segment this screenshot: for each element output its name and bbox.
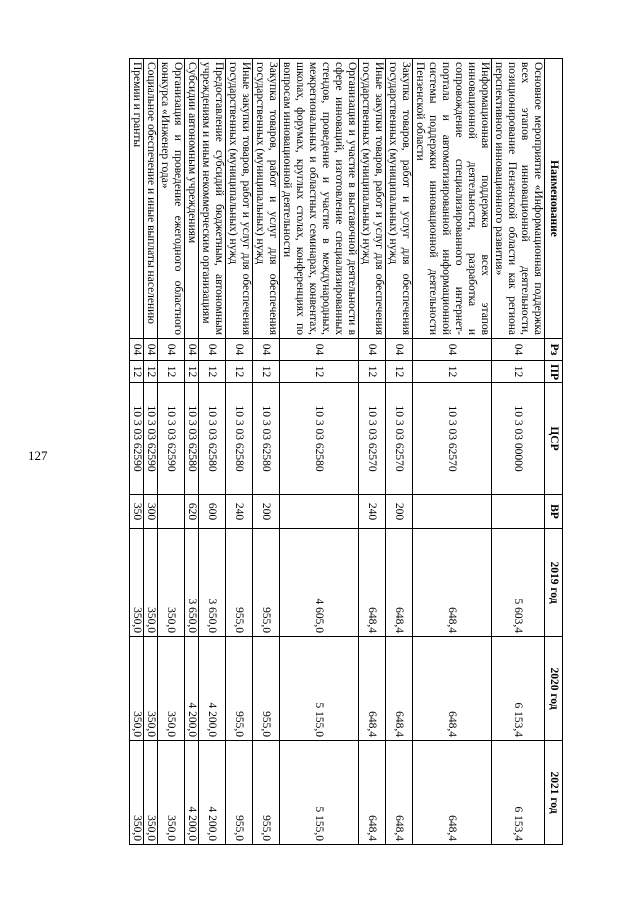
table-row <box>130 59 144 845</box>
cell-2019: 350,0 <box>158 529 185 637</box>
table-row <box>492 59 545 845</box>
cell-vr <box>158 495 185 529</box>
table-wrapper <box>94 58 563 844</box>
table-row <box>199 59 226 845</box>
cell-2021: 955,0 <box>226 741 253 845</box>
cell-pr: 12 <box>144 361 158 383</box>
cell-rz: 04 <box>280 339 359 361</box>
cell-name: Иные закупки товаров, работ и услуг для обеспечения государственных (муниципальных) нужд <box>226 59 253 339</box>
header-pr: ПР <box>545 361 563 383</box>
cell-2019: 3 650,0 <box>185 529 199 637</box>
cell-csr: 10 3 03 62580 <box>253 383 280 495</box>
table-row <box>144 59 158 845</box>
cell-pr: 12 <box>199 361 226 383</box>
cell-2019: 648,4 <box>413 529 492 637</box>
cell-rz: 04 <box>359 339 386 361</box>
cell-2020: 6 153,4 <box>492 637 545 741</box>
cell-name: Социальное обеспечение и иные выплаты населению <box>144 59 158 339</box>
cell-2019: 955,0 <box>226 529 253 637</box>
cell-name: Основное мероприятие «Информационная поддержка всех этапов инновационной деятельности, позиционирование Пензенской области как региона перспективного инновационного развития» <box>492 59 545 339</box>
cell-csr: 10 3 03 62580 <box>226 383 253 495</box>
table-row <box>386 59 413 845</box>
cell-name: Иные закупки товаров, работ и услуг для обеспечения государственных (муниципальных) нужд <box>359 59 386 339</box>
header-2019: 2019 год <box>545 529 563 637</box>
cell-2021: 6 153,4 <box>492 741 545 845</box>
cell-2021: 648,4 <box>386 741 413 845</box>
cell-csr: 10 3 03 62580 <box>280 383 359 495</box>
table-row <box>158 59 185 845</box>
cell-2021: 4 200,0 <box>199 741 226 845</box>
cell-name: Организация и проведение ежегодного областного конкурса «Инженер года» <box>158 59 185 339</box>
cell-2019: 648,4 <box>386 529 413 637</box>
cell-name: Субсидии автономным учреждениям <box>185 59 199 339</box>
cell-rz: 04 <box>226 339 253 361</box>
cell-vr: 240 <box>359 495 386 529</box>
cell-pr: 12 <box>253 361 280 383</box>
cell-name: Закупка товаров, работ и услуг для обеспечения государственных (муниципальных) нужд <box>386 59 413 339</box>
cell-csr: 10 3 03 62580 <box>199 383 226 495</box>
cell-2019: 648,4 <box>359 529 386 637</box>
page-number: 127 <box>28 448 48 463</box>
cell-vr: 620 <box>185 495 199 529</box>
cell-vr: 350 <box>130 495 144 529</box>
table-row <box>185 59 199 845</box>
cell-csr: 10 3 03 62580 <box>185 383 199 495</box>
cell-vr: 200 <box>386 495 413 529</box>
cell-2021: 350,0 <box>130 741 144 845</box>
cell-2020: 955,0 <box>253 637 280 741</box>
cell-2021: 350,0 <box>158 741 185 845</box>
table-row <box>280 59 359 845</box>
table-header-row <box>545 59 563 845</box>
cell-rz: 04 <box>158 339 185 361</box>
cell-csr: 10 3 03 62570 <box>359 383 386 495</box>
cell-2021: 648,4 <box>359 741 386 845</box>
cell-rz: 04 <box>144 339 158 361</box>
cell-2021: 4 200,0 <box>185 741 199 845</box>
cell-csr: 10 3 03 00000 <box>492 383 545 495</box>
cell-pr: 12 <box>130 361 144 383</box>
cell-2021: 955,0 <box>253 741 280 845</box>
cell-name: Премии и гранты <box>130 59 144 339</box>
cell-pr: 12 <box>386 361 413 383</box>
cell-name: Информационная поддержка всех этапов инновационной деятельности, разработка и сопровождение специализированного интернет-портала и автоматизированной информационной системы поддержки инновационной деятельности Пензенской области <box>413 59 492 339</box>
cell-pr: 12 <box>158 361 185 383</box>
cell-rz: 04 <box>413 339 492 361</box>
header-csr: ЦСР <box>545 383 563 495</box>
cell-name: Организация и участие в выставочной деятельности в сфере инноваций, изготовление специализированных стендов, проведение и участие в международных, межрегиональных и областных семинарах, конвентах, школах, форумах, круглых столах, конференциях по вопросам инновационной деятельности <box>280 59 359 339</box>
cell-2020: 350,0 <box>130 637 144 741</box>
cell-2020: 350,0 <box>158 637 185 741</box>
header-2021: 2021 год <box>545 741 563 845</box>
cell-2021: 5 155,0 <box>280 741 359 845</box>
cell-csr: 10 3 03 62570 <box>413 383 492 495</box>
cell-csr: 10 3 03 62590 <box>130 383 144 495</box>
cell-2020: 648,4 <box>413 637 492 741</box>
cell-2020: 4 200,0 <box>199 637 226 741</box>
table-row <box>253 59 280 845</box>
cell-2020: 648,4 <box>386 637 413 741</box>
cell-2020: 955,0 <box>226 637 253 741</box>
cell-pr: 12 <box>226 361 253 383</box>
cell-2020: 350,0 <box>144 637 158 741</box>
cell-vr: 600 <box>199 495 226 529</box>
budget-table <box>129 58 563 845</box>
cell-rz: 04 <box>185 339 199 361</box>
cell-vr: 240 <box>226 495 253 529</box>
cell-vr <box>280 495 359 529</box>
cell-rz: 04 <box>386 339 413 361</box>
cell-vr <box>413 495 492 529</box>
cell-rz: 04 <box>199 339 226 361</box>
cell-2019: 4 605,0 <box>280 529 359 637</box>
cell-2020: 5 155,0 <box>280 637 359 741</box>
cell-2019: 3 650,0 <box>199 529 226 637</box>
cell-pr: 12 <box>413 361 492 383</box>
header-rz: Рз <box>545 339 563 361</box>
cell-csr: 10 3 03 62570 <box>386 383 413 495</box>
cell-csr: 10 3 03 62590 <box>144 383 158 495</box>
cell-pr: 12 <box>280 361 359 383</box>
cell-2019: 955,0 <box>253 529 280 637</box>
cell-vr <box>492 495 545 529</box>
table-row <box>359 59 386 845</box>
cell-2021: 648,4 <box>413 741 492 845</box>
cell-rz: 04 <box>130 339 144 361</box>
cell-2020: 4 200,0 <box>185 637 199 741</box>
cell-pr: 12 <box>185 361 199 383</box>
cell-pr: 12 <box>492 361 545 383</box>
cell-2019: 5 603,4 <box>492 529 545 637</box>
cell-2020: 648,4 <box>359 637 386 741</box>
table-row <box>413 59 492 845</box>
cell-vr: 300 <box>144 495 158 529</box>
cell-rz: 04 <box>253 339 280 361</box>
cell-pr: 12 <box>359 361 386 383</box>
cell-name: Закупка товаров, работ и услуг для обеспечения государственных (муниципальных) нужд <box>253 59 280 339</box>
cell-2019: 350,0 <box>144 529 158 637</box>
header-2020: 2020 год <box>545 637 563 741</box>
header-name: Наименование <box>545 59 563 339</box>
cell-2021: 350,0 <box>144 741 158 845</box>
table-row <box>226 59 253 845</box>
header-vr: ВР <box>545 495 563 529</box>
cell-vr: 200 <box>253 495 280 529</box>
cell-rz: 04 <box>492 339 545 361</box>
cell-2019: 350,0 <box>130 529 144 637</box>
cell-name: Предоставление субсидий бюджетным, автономным учреждениям и иным некоммерческим организациям <box>199 59 226 339</box>
cell-csr: 10 3 03 62590 <box>158 383 185 495</box>
